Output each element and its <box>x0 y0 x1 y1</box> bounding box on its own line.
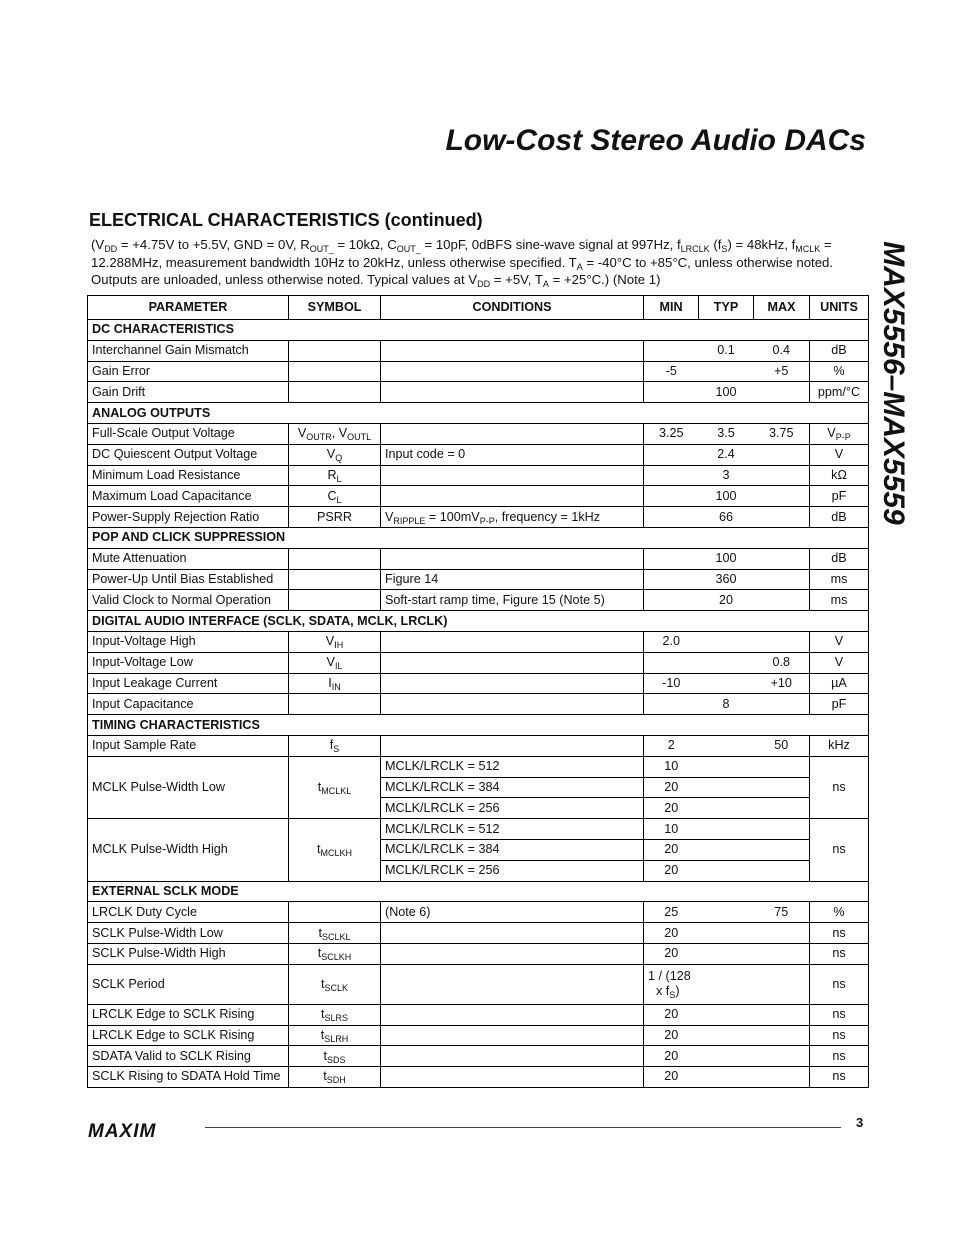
parameter-cell: Input-Voltage Low <box>88 652 289 673</box>
conditions-cell <box>381 964 644 1004</box>
side-part-number-text: MAX5556–MAX5559 <box>877 241 910 525</box>
conditions-line-1: ($V_{DD} = +4.75V$ to +5.5V, GND = 0V, $R_{OUT\_} = 10k\Omega$, $C_{OUT\_} = 10pF$, 0dBFS sine-wave signal at 997Hz, $f_{LRCLK}$ $(f_S) = 48kHz$, $f_{MCLK}$ = <box>91 237 832 254</box>
typ-cell <box>699 735 754 756</box>
typ-cell <box>699 652 754 673</box>
typ-cell <box>699 756 754 777</box>
units-cell: µA <box>810 673 869 694</box>
symbol-cell: $t_{SDS}$ <box>289 1046 381 1067</box>
max-cell <box>754 839 810 860</box>
conditions-cell <box>381 340 644 361</box>
units-cell: % <box>810 361 869 382</box>
conditions-note <box>91 236 871 289</box>
conditions-line-2: 12.288MHz, measurement bandwidth 10Hz to 20kHz, unless otherwise specified. $T_A = -40^\circ C$ to +85°C, unless otherwise noted. <box>91 254 834 272</box>
svg-text:MAXIM: MAXIM <box>88 1122 157 1140</box>
parameter-cell: LRCLK Edge to SCLK Rising <box>88 1004 289 1025</box>
typ-cell <box>699 673 754 694</box>
units-cell: dB <box>810 340 869 361</box>
section-title: EXTERNAL SCLK MODE <box>88 881 869 902</box>
parameter-cell: Gain Drift <box>88 382 289 403</box>
min-cell: -10 <box>644 673 699 694</box>
conditions-cell <box>381 943 644 964</box>
symbol-cell: $I_{IN}$ <box>289 673 381 694</box>
table-row <box>88 423 869 444</box>
parameter-cell: DC Quiescent Output Voltage <box>88 444 289 465</box>
units-cell: pF <box>810 694 869 715</box>
table-row <box>88 1025 869 1046</box>
min-cell: -5 <box>644 361 699 382</box>
symbol-cell: $t_{SDH}$ <box>289 1067 381 1088</box>
typ-cell <box>699 860 754 881</box>
units-cell: ns <box>810 819 869 881</box>
table-row <box>88 943 869 964</box>
table-row <box>88 694 869 715</box>
conditions-cell: (Note 6) <box>381 902 644 923</box>
section-row <box>88 715 869 736</box>
typ-cell: 20 <box>699 590 754 611</box>
min-cell: 20 <box>644 943 699 964</box>
max-cell: 50 <box>754 735 810 756</box>
max-cell: 75 <box>754 902 810 923</box>
conditions-cell: Input code = 0 <box>381 444 644 465</box>
section-title: TIMING CHARACTERISTICS <box>88 715 869 736</box>
min-cell: 3.25 <box>644 423 699 444</box>
symbol-cell <box>289 569 381 590</box>
parameter-cell: SCLK Pulse-Width High <box>88 943 289 964</box>
max-cell <box>754 1004 810 1025</box>
symbol-cell: $t_{SLRH}$ <box>289 1025 381 1046</box>
conditions-cell <box>381 1004 644 1025</box>
table-row <box>88 819 869 840</box>
typ-cell: 3.5 <box>699 423 754 444</box>
units-cell: pF <box>810 486 869 507</box>
max-cell <box>754 569 810 590</box>
section-row <box>88 611 869 632</box>
symbol-cell: $t_{SCLKL}$ <box>289 923 381 944</box>
parameter-cell: Maximum Load Capacitance <box>88 486 289 507</box>
units-cell: ns <box>810 756 869 818</box>
symbol-cell <box>289 694 381 715</box>
min-cell <box>644 486 699 507</box>
units-cell: ns <box>810 943 869 964</box>
typ-cell <box>699 819 754 840</box>
min-line-2: x $f_S$) <box>656 984 680 1001</box>
typ-cell: 100 <box>699 548 754 569</box>
parameter-cell: Interchannel Gain Mismatch <box>88 340 289 361</box>
section-title: POP AND CLICK SUPPRESSION <box>88 527 869 548</box>
header-units: UNITS <box>810 296 869 320</box>
symbol-cell <box>289 548 381 569</box>
conditions-cell: MCLK/LRCLK = 256 <box>381 798 644 819</box>
max-cell <box>754 507 810 528</box>
min-cell <box>644 590 699 611</box>
parameter-cell: MCLK Pulse-Width Low <box>88 756 289 818</box>
table-row <box>88 735 869 756</box>
max-cell <box>754 1025 810 1046</box>
typ-cell <box>699 943 754 964</box>
units-cell: dB <box>810 507 869 528</box>
section-title: DC CHARACTERISTICS <box>88 320 869 341</box>
max-cell: +5 <box>754 361 810 382</box>
symbol-cell: $V_{IH}$ <box>289 631 381 652</box>
conditions-cell <box>381 382 644 403</box>
typ-cell <box>699 1004 754 1025</box>
units-cell: ms <box>810 590 869 611</box>
units-cell: ms <box>810 569 869 590</box>
units-cell: V <box>810 444 869 465</box>
conditions-cell <box>381 423 644 444</box>
table-row <box>88 1004 869 1025</box>
units-cell: ns <box>810 1067 869 1088</box>
section-row <box>88 527 869 548</box>
conditions-cell <box>381 652 644 673</box>
symbol-cell <box>289 590 381 611</box>
typ-cell <box>699 798 754 819</box>
symbol-cell <box>289 340 381 361</box>
units-cell: ns <box>810 923 869 944</box>
table-row <box>88 340 869 361</box>
section-title: ANALOG OUTPUTS <box>88 403 869 424</box>
parameter-cell: Gain Error <box>88 361 289 382</box>
conditions-line-3: Outputs are unloaded, unless otherwise noted. Typical values at $V_{DD} = +5V$, $T_A = +25^\circ C$.) (Note 1) <box>91 272 661 290</box>
parameter-cell: Full-Scale Output Voltage <box>88 423 289 444</box>
conditions-cell: MCLK/LRCLK = 512 <box>381 756 644 777</box>
min-cell <box>644 548 699 569</box>
max-cell <box>754 486 810 507</box>
min-cell: 2.0 <box>644 631 699 652</box>
page-number: 3 <box>856 1115 864 1130</box>
min-cell: 20 <box>644 860 699 881</box>
units-cell: ns <box>810 964 869 1004</box>
min-cell: 10 <box>644 819 699 840</box>
units-cell: % <box>810 902 869 923</box>
header-min: MIN <box>644 296 699 320</box>
min-cell <box>644 652 699 673</box>
conditions-cell <box>381 1046 644 1067</box>
max-cell <box>754 798 810 819</box>
max-cell <box>754 694 810 715</box>
parameter-cell: SCLK Pulse-Width Low <box>88 923 289 944</box>
max-cell: +10 <box>754 673 810 694</box>
symbol-cell <box>289 902 381 923</box>
units-cell: V <box>810 631 869 652</box>
typ-cell <box>699 902 754 923</box>
symbol-cell <box>289 361 381 382</box>
max-cell <box>754 860 810 881</box>
table-row <box>88 964 869 1004</box>
parameter-cell: Input Capacitance <box>88 694 289 715</box>
parameter-cell: Mute Attenuation <box>88 548 289 569</box>
min-cell <box>644 569 699 590</box>
conditions-cell: MCLK/LRCLK = 384 <box>381 777 644 798</box>
section-title: DIGITAL AUDIO INTERFACE (SCLK, SDATA, MCLK, LRCLK) <box>88 611 869 632</box>
parameter-cell: Input Leakage Current <box>88 673 289 694</box>
symbol-cell: $t_{SCLK}$ <box>289 964 381 1004</box>
typ-cell <box>699 1067 754 1088</box>
symbol-cell: $t_{MCLKH}$ <box>289 819 381 881</box>
min-cell: 20 <box>644 1067 699 1088</box>
units-cell: $V_{P-P}$ <box>810 423 869 444</box>
units-cell: V <box>810 652 869 673</box>
typ-cell: 360 <box>699 569 754 590</box>
min-cell <box>644 964 699 1004</box>
conditions-cell: Soft-start ramp time, Figure 15 (Note 5) <box>381 590 644 611</box>
units-cell: kΩ <box>810 465 869 486</box>
typ-cell <box>699 923 754 944</box>
min-cell <box>644 444 699 465</box>
conditions-cell: Figure 14 <box>381 569 644 590</box>
symbol-cell: $t_{SLRS}$ <box>289 1004 381 1025</box>
typ-cell: 100 <box>699 382 754 403</box>
max-cell <box>754 465 810 486</box>
conditions-cell <box>381 631 644 652</box>
table-row <box>88 486 869 507</box>
table-row <box>88 673 869 694</box>
header-max: MAX <box>754 296 810 320</box>
min-cell <box>644 507 699 528</box>
units-cell: ns <box>810 1025 869 1046</box>
conditions-cell: MCLK/LRCLK = 384 <box>381 839 644 860</box>
parameter-cell: Valid Clock to Normal Operation <box>88 590 289 611</box>
table-row <box>88 548 869 569</box>
parameter-cell: LRCLK Edge to SCLK Rising <box>88 1025 289 1046</box>
header-typ: TYP <box>699 296 754 320</box>
units-cell: kHz <box>810 735 869 756</box>
conditions-cell <box>381 465 644 486</box>
conditions-cell <box>381 1025 644 1046</box>
table-row <box>88 1046 869 1067</box>
conditions-cell: $V_{RIPPLE} = 100mV_{P-P}$, frequency = 1kHz <box>381 507 644 528</box>
symbol-cell: $V_Q$ <box>289 444 381 465</box>
typ-cell: 2.4 <box>699 444 754 465</box>
conditions-cell <box>381 1067 644 1088</box>
conditions-cell: MCLK/LRCLK = 512 <box>381 819 644 840</box>
parameter-cell: Power-Supply Rejection Ratio <box>88 507 289 528</box>
parameter-cell: Input-Voltage High <box>88 631 289 652</box>
table-row <box>88 923 869 944</box>
typ-cell: 3 <box>699 465 754 486</box>
units-cell: ppm/°C <box>810 382 869 403</box>
max-cell: 0.8 <box>754 652 810 673</box>
min-cell: 20 <box>644 1025 699 1046</box>
units-cell: ns <box>810 1004 869 1025</box>
max-cell <box>754 923 810 944</box>
min-cell <box>644 694 699 715</box>
min-line-1: 1 / (128 <box>648 969 691 984</box>
max-cell <box>754 819 810 840</box>
electrical-characteristics-table <box>87 295 869 1088</box>
table-row <box>88 507 869 528</box>
header-conditions: CONDITIONS <box>381 296 644 320</box>
conditions-cell <box>381 361 644 382</box>
table-header-row <box>88 296 869 320</box>
side-part-number <box>878 218 908 548</box>
section-row <box>88 403 869 424</box>
table-row <box>88 569 869 590</box>
max-cell <box>754 1046 810 1067</box>
section-heading: ELECTRICAL CHARACTERISTICS (continued) <box>89 210 483 230</box>
table-row <box>88 590 869 611</box>
symbol-cell: PSRR <box>289 507 381 528</box>
min-cell: 20 <box>644 1004 699 1025</box>
symbol-cell: $V_{IL}$ <box>289 652 381 673</box>
max-cell <box>754 631 810 652</box>
conditions-cell <box>381 735 644 756</box>
symbol-cell <box>289 382 381 403</box>
symbol-cell: $t_{SCLKH}$ <box>289 943 381 964</box>
conditions-cell <box>381 673 644 694</box>
table-row <box>88 902 869 923</box>
min-cell: 20 <box>644 777 699 798</box>
document-title: Low-Cost Stereo Audio DACs <box>445 124 866 157</box>
min-cell <box>644 340 699 361</box>
parameter-cell: Power-Up Until Bias Established <box>88 569 289 590</box>
typ-cell <box>699 777 754 798</box>
header-parameter: PARAMETER <box>88 296 289 320</box>
max-cell <box>754 548 810 569</box>
parameter-cell: MCLK Pulse-Width High <box>88 819 289 881</box>
max-cell <box>754 382 810 403</box>
typ-cell: 0.1 <box>699 340 754 361</box>
parameter-cell: SDATA Valid to SCLK Rising <box>88 1046 289 1067</box>
parameter-cell: LRCLK Duty Cycle <box>88 902 289 923</box>
symbol-cell: $R_L$ <box>289 465 381 486</box>
conditions-cell <box>381 486 644 507</box>
min-cell: 10 <box>644 756 699 777</box>
min-cell: 20 <box>644 1046 699 1067</box>
max-cell <box>754 943 810 964</box>
max-cell <box>754 1067 810 1088</box>
header-symbol: SYMBOL <box>289 296 381 320</box>
typ-cell: 100 <box>699 486 754 507</box>
max-cell <box>754 777 810 798</box>
section-row <box>88 881 869 902</box>
parameter-cell: Minimum Load Resistance <box>88 465 289 486</box>
max-cell: 3.75 <box>754 423 810 444</box>
typ-cell: 8 <box>699 694 754 715</box>
min-cell: 20 <box>644 839 699 860</box>
max-cell <box>754 964 810 1004</box>
conditions-cell <box>381 923 644 944</box>
table-row <box>88 1067 869 1088</box>
table-row <box>88 361 869 382</box>
typ-cell <box>699 964 754 1004</box>
min-cell: 25 <box>644 902 699 923</box>
table-row <box>88 631 869 652</box>
footer-rule <box>205 1127 841 1128</box>
max-cell: 0.4 <box>754 340 810 361</box>
conditions-cell <box>381 548 644 569</box>
units-cell: dB <box>810 548 869 569</box>
typ-cell <box>699 1046 754 1067</box>
symbol-cell: $V_{OUTR}$, $V_{OUTL}$ <box>289 423 381 444</box>
typ-cell <box>699 631 754 652</box>
min-cell <box>644 382 699 403</box>
parameter-cell: SCLK Rising to SDATA Hold Time <box>88 1067 289 1088</box>
typ-cell <box>699 361 754 382</box>
typ-cell <box>699 1025 754 1046</box>
typ-cell: 66 <box>699 507 754 528</box>
conditions-cell: MCLK/LRCLK = 256 <box>381 860 644 881</box>
symbol-cell: $f_S$ <box>289 735 381 756</box>
table-row <box>88 756 869 777</box>
section-row <box>88 320 869 341</box>
parameter-cell: Input Sample Rate <box>88 735 289 756</box>
symbol-cell: $t_{MCLKL}$ <box>289 756 381 818</box>
symbol-cell: $C_L$ <box>289 486 381 507</box>
parameter-cell: SCLK Period <box>88 964 289 1004</box>
max-cell <box>754 590 810 611</box>
min-cell: 2 <box>644 735 699 756</box>
table-row <box>88 652 869 673</box>
conditions-cell <box>381 694 644 715</box>
typ-cell <box>699 839 754 860</box>
units-cell: ns <box>810 1046 869 1067</box>
max-cell <box>754 756 810 777</box>
min-cell <box>644 465 699 486</box>
maxim-logo <box>88 1122 196 1140</box>
table-row <box>88 465 869 486</box>
table-row <box>88 382 869 403</box>
table-row <box>88 444 869 465</box>
max-cell <box>754 444 810 465</box>
min-cell: 20 <box>644 923 699 944</box>
min-cell: 20 <box>644 798 699 819</box>
